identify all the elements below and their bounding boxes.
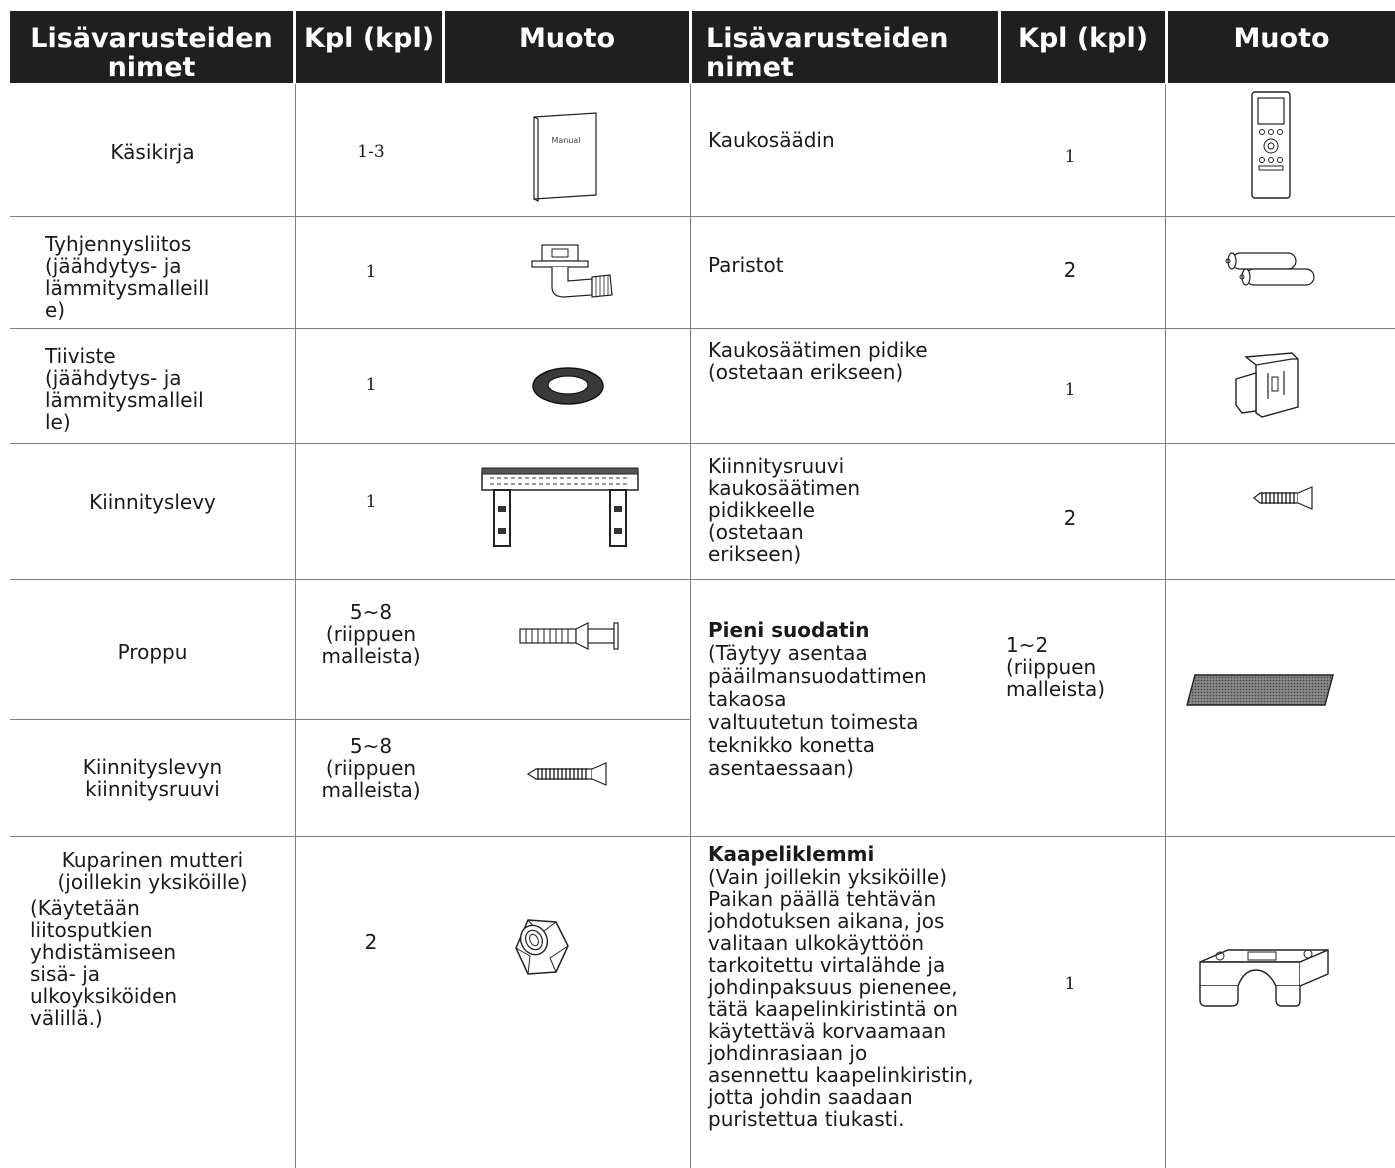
- cable-clamp-icon: [1192, 944, 1332, 1020]
- item-name: Kaukosäätimen pidike (ostetaan erikseen): [708, 338, 928, 384]
- item-quantity: 1: [365, 262, 377, 282]
- grid-line: [10, 719, 690, 720]
- manual-icon: [532, 111, 602, 201]
- accessories-table: [10, 11, 1395, 1168]
- item-quantity: 1: [365, 375, 377, 395]
- grid-line: [690, 84, 691, 1168]
- item-name: Tyhjennysliitos (jäähdytys- ja lämmitysmalleill e): [45, 232, 210, 322]
- item-name: Kuparinen mutteri (joillekin yksiköille): [57, 848, 248, 894]
- item-quantity: 1: [365, 492, 377, 512]
- item-quantity: 1: [1064, 974, 1076, 994]
- item-description: (Vain joillekin yksiköille) Paikan päällä tehtävän johdotuksen aikana, jos valitaan ulkokäyttöön tarkoitettu virtalähde ja johdinpaksuus pienenee, tätä kaapelinkiristintä on käytettävä korvaamaan johdinrasiaan jo asennettu kaapelinkiristin, jotta johdin saadaan puristettua tiukasti.: [708, 865, 974, 1131]
- filter-icon: [1185, 673, 1335, 707]
- manual-label: Manual: [551, 136, 581, 145]
- item-name: Paristot: [708, 253, 784, 277]
- header-qty-right: Kpl (kpl): [1001, 11, 1165, 83]
- seal-ring-icon: [530, 365, 606, 407]
- grid-line: [10, 836, 1395, 837]
- header-qty-left: Kpl (kpl): [296, 11, 442, 83]
- item-name: Käsikirja: [110, 140, 195, 164]
- item-name: Pieni suodatin: [708, 618, 870, 642]
- item-quantity: 2: [1063, 258, 1077, 282]
- item-name: Proppu: [117, 640, 188, 664]
- grid-line: [1165, 84, 1166, 1168]
- grid-line: [10, 443, 1395, 444]
- wall-anchor-icon: [518, 621, 622, 651]
- item-name: Kiinnityslevy: [89, 490, 216, 514]
- batteries-icon: [1222, 249, 1318, 289]
- item-quantity: 5~8 (riippuen malleista): [321, 600, 421, 668]
- header-shape-left: Muoto: [445, 11, 689, 83]
- screw-icon: [526, 761, 610, 787]
- item-quantity: 2: [1063, 506, 1077, 530]
- header-name-left: Lisävarusteiden nimet: [10, 11, 293, 83]
- small-screw-icon: [1252, 485, 1316, 511]
- item-quantity: 1: [1064, 147, 1076, 167]
- header-name-right: Lisävarusteiden nimet: [692, 11, 998, 83]
- item-name: Kaapeliklemmi: [708, 842, 875, 866]
- item-quantity: 1-3: [357, 142, 385, 162]
- grid-line: [10, 579, 1395, 580]
- grid-line: [10, 328, 1395, 329]
- item-description: (Täytyy asentaa pääilmansuodattimen takaosa valtuutetun toimesta teknikko konetta asentaessaan): [708, 641, 927, 780]
- remote-holder-icon: [1232, 351, 1304, 421]
- item-name: Kaukosäädin: [708, 128, 835, 152]
- copper-nut-icon: [510, 916, 570, 978]
- item-name: Tiiviste (jäähdytys- ja lämmitysmalleil le): [45, 344, 204, 434]
- item-quantity: 1: [1064, 380, 1076, 400]
- remote-control-icon: [1250, 90, 1292, 200]
- drain-joint-icon: [530, 243, 615, 301]
- item-quantity: 5~8 (riippuen malleista): [321, 734, 421, 802]
- mounting-plate-icon: [480, 466, 640, 548]
- item-quantity: 1~2 (riippuen malleista): [1006, 633, 1106, 701]
- item-quantity: 2: [364, 930, 378, 954]
- item-description: (Käytetään liitosputkien yhdistämiseen sisä- ja ulkoyksiköiden välillä.): [30, 896, 178, 1030]
- grid-line: [10, 216, 1395, 217]
- item-name: Kiinnityslevyn kiinnitysruuvi: [82, 755, 223, 801]
- item-name: Kiinnitysruuvi kaukosäätimen pidikkeelle (ostetaan erikseen): [708, 454, 861, 566]
- header-shape-right: Muoto: [1168, 11, 1395, 83]
